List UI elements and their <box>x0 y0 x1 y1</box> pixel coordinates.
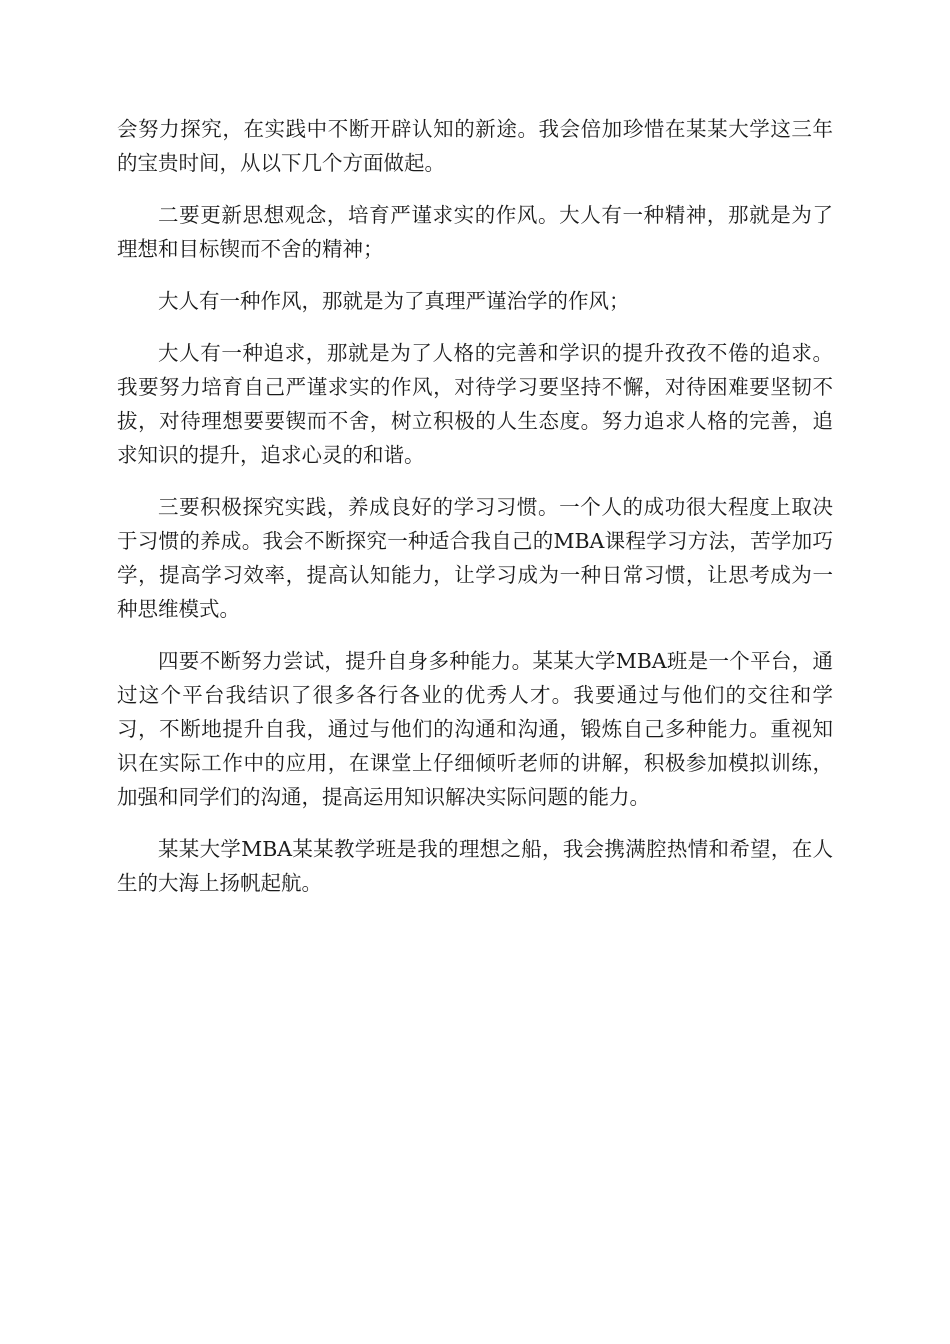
paragraph-7: 某某大学MBA某某教学班是我的理想之船，我会携满腔热情和希望，在人生的大海上扬帆起航。 <box>117 837 833 895</box>
document-body <box>117 112 833 918</box>
paragraph-2: 二要更新思想观念，培育严谨求实的作风。大人有一种精神，那就是为了理想和目标锲而不舍的精神； <box>117 203 833 261</box>
paragraph-5: 三要积极探究实践，养成良好的学习习惯。一个人的成功很大程度上取决于习惯的养成。我会不断探究一种适合我自己的MBA课程学习方法，苦学加巧学，提高学习效率，提高认知能力，让学习成为一种日常习惯，让思考成为一种思维模式。 <box>117 495 833 621</box>
paragraph-3: 大人有一种作风，那就是为了真理严谨治学的作风； <box>158 289 630 313</box>
paragraph-4: 大人有一种追求，那就是为了人格的完善和学识的提升孜孜不倦的追求。我要努力培育自己严谨求实的作风，对待学习要坚持不懈，对待困难要坚韧不拔，对待理想要要锲而不舍，树立积极的人生态度。努力追求人格的完善，追求知识的提升，追求心灵的和谐。 <box>117 341 833 467</box>
paragraph-6: 四要不断努力尝试，提升自身多种能力。某某大学MBA班是一个平台，通过这个平台我结识了很多各行各业的优秀人才。我要通过与他们的交往和学习，不断地提升自我，通过与他们的沟通和沟通，锻炼自己多种能力。重视知识在实际工作中的应用，在课堂上仔细倾听老师的讲解，积极参加模拟训练，加强和同学们的沟通，提高运用知识解决实际问题的能力。 <box>117 649 833 809</box>
paragraph-1: 会努力探究，在实践中不断开辟认知的新途。我会倍加珍惜在某某大学这三年的宝贵时间，从以下几个方面做起。 <box>117 117 833 175</box>
